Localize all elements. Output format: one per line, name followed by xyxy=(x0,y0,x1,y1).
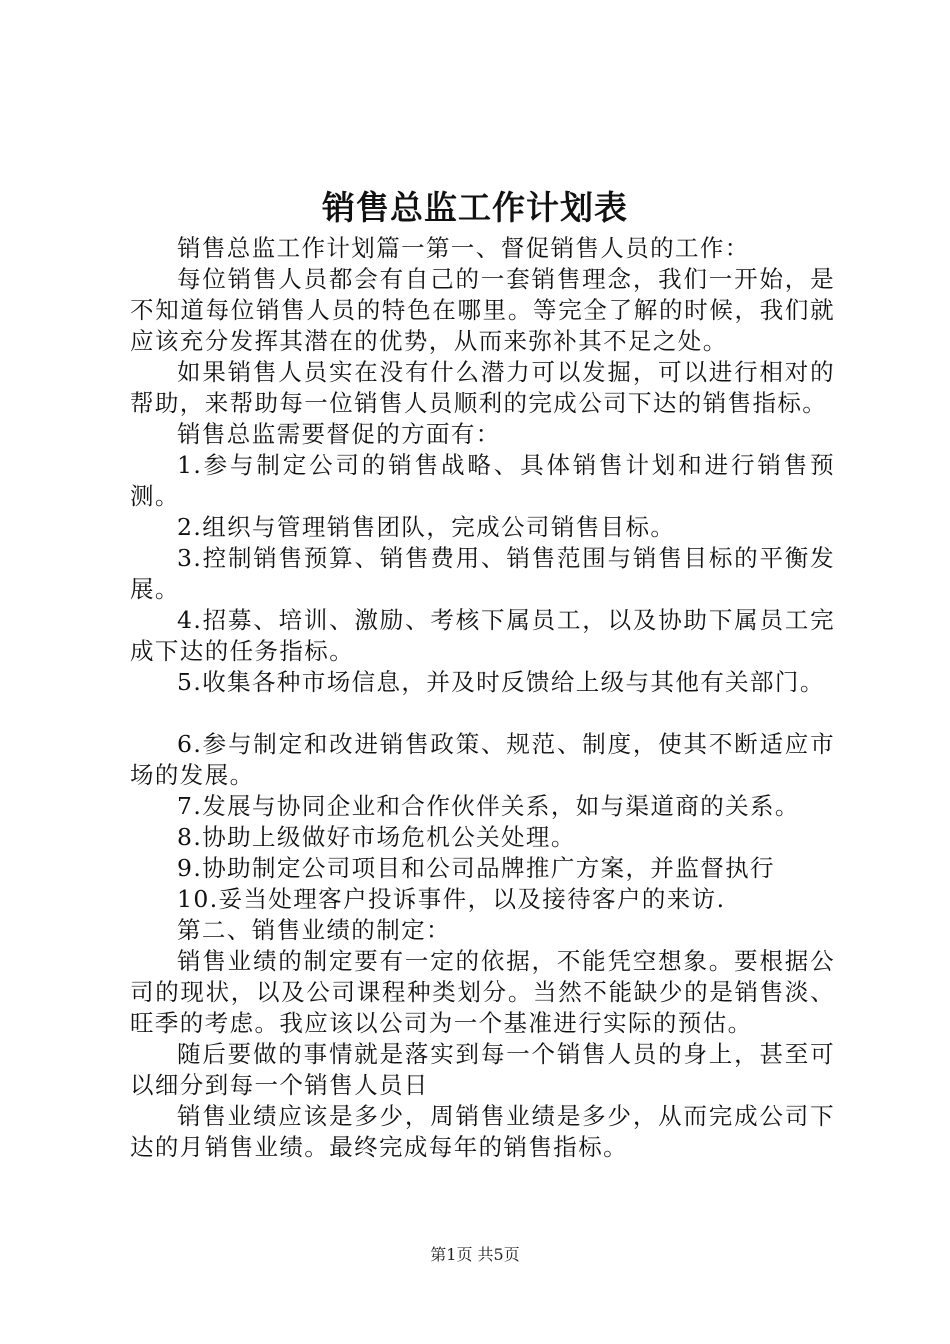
paragraph-intro: 销售总监工作计划篇一第一、督促销售人员的工作： xyxy=(177,234,750,262)
list-item-9: 9.协助制定公司项目和公司品牌推广方案，并监督执行 xyxy=(177,854,775,882)
page-footer: 第1页 共5页 xyxy=(430,1245,520,1264)
paragraph-1: 每位销售人员都会有自己的一套销售理念，我们一开始，是不知道每位销售人员的特色在哪里。等完全了解的时候，我们就应该充分发挥其潜在的优势，从而来弥补其不足之处。 xyxy=(130,265,835,355)
paragraph-3: 销售总监需要督促的方面有： xyxy=(177,420,501,448)
list-item-5: 5.收集各种市场信息，并及时反馈给上级与其他有关部门。 xyxy=(177,668,825,696)
list-item-1: 1.参与制定公司的销售战略、具体销售计划和进行销售预测。 xyxy=(130,451,835,510)
list-item-6: 6.参与制定和改进销售政策、规范、制度，使其不断适应市场的发展。 xyxy=(130,730,835,789)
list-item-3: 3.控制销售预算、销售费用、销售范围与销售目标的平衡发展。 xyxy=(130,544,835,603)
list-item-8: 8.协助上级做好市场危机公关处理。 xyxy=(177,823,576,851)
document-title: 销售总监工作计划表 xyxy=(322,188,628,227)
paragraph-4: 销售业绩的制定要有一定的依据，不能凭空想象。要根据公司的现状，以及公司课程种类划分。当然不能缺少的是销售淡、旺季的考虑。我应该以公司为一个基准进行实际的预估。 xyxy=(130,947,835,1037)
paragraph-6: 销售业绩应该是多少，周销售业绩是多少，从而完成公司下达的月销售业绩。最终完成每年的销售指标。 xyxy=(130,1102,835,1161)
section-heading-2: 第二、销售业绩的制定： xyxy=(177,916,451,944)
document-body xyxy=(130,233,835,1163)
list-item-7: 7.发展与协同企业和合作伙伴关系，如与渠道商的关系。 xyxy=(177,792,800,820)
list-item-2: 2.组织与管理销售团队，完成公司销售目标。 xyxy=(177,513,676,541)
blank-line xyxy=(130,698,835,729)
list-item-10: 10.妥当处理客户投诉事件，以及接待客户的来访. xyxy=(177,885,726,913)
paragraph-5: 随后要做的事情就是落实到每一个销售人员的身上，甚至可以细分到每一个销售人员日 xyxy=(130,1040,835,1099)
paragraph-2: 如果销售人员实在没有什么潜力可以发掘，可以进行相对的帮助，来帮助每一位销售人员顺利的完成公司下达的销售指标。 xyxy=(130,358,835,417)
list-item-4: 4.招募、培训、激励、考核下属员工，以及协助下属员工完成下达的任务指标。 xyxy=(130,606,835,665)
